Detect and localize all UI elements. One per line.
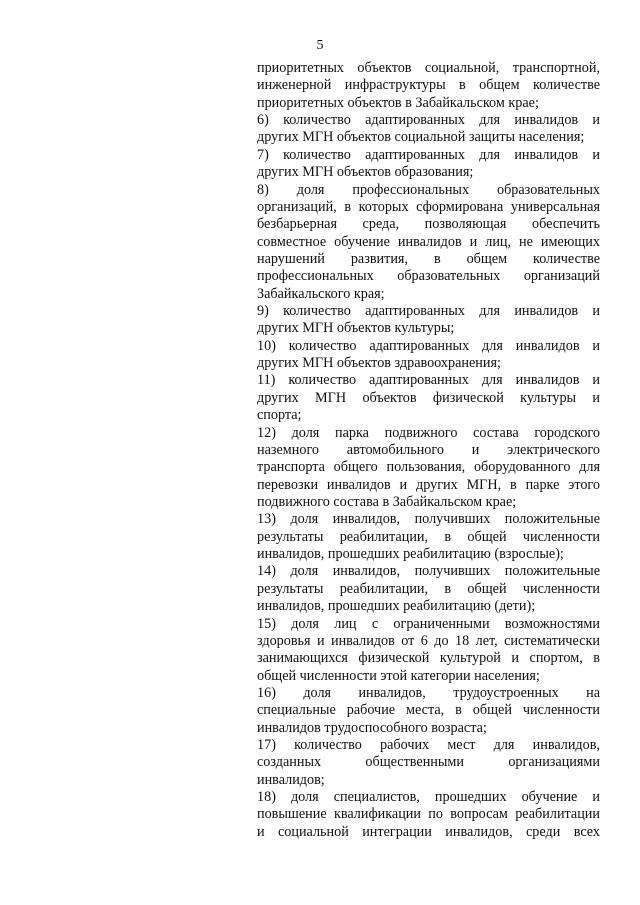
text-line: созданных общественными организациями: [257, 754, 600, 771]
text-line: 18) доля специалистов, прошедших обучение и: [257, 789, 600, 806]
text-line: результаты реабилитации, в общей численности: [257, 528, 600, 545]
text-line: инвалидов;: [257, 771, 325, 788]
text-line: совместное обучение инвалидов и лиц, не имеющих: [257, 233, 600, 250]
text-line: 9) количество адаптированных для инвалидов и: [257, 303, 600, 320]
text-line: специальные рабочие места, в общей численности: [257, 702, 600, 719]
text-line: 16) доля инвалидов, трудоустроенных на: [257, 684, 600, 701]
text-line: профессиональных образовательных организаций: [257, 268, 600, 285]
page-number: 5: [316, 38, 324, 53]
text-line: повышение квалификации по вопросам реабилитации: [257, 806, 600, 823]
text-line: других МГН объектов здравоохранения;: [257, 355, 501, 372]
text-line: 14) доля инвалидов, получивших положительные: [257, 563, 600, 580]
text-line: наземного автомобильного и электрического: [257, 441, 600, 458]
text-line: 11) количество адаптированных для инвалидов и: [257, 372, 600, 389]
text-line: занимающихся физической культурой и спортом, в: [257, 650, 600, 667]
text-line: безбарьерная среда, позволяющая обеспечить: [257, 216, 600, 233]
text-line: спорта;: [257, 407, 302, 424]
text-line: здоровья и инвалидов от 6 до 18 лет, систематически: [257, 632, 600, 649]
text-line: общей численности этой категории населения;: [257, 667, 540, 684]
text-line: 8) доля профессиональных образовательных: [257, 181, 600, 198]
text-line: приоритетных объектов социальной, транспортной,: [257, 60, 600, 76]
text-line: инженерной инфраструктуры в общем количестве: [257, 77, 600, 94]
text-line: других МГН объектов культуры;: [257, 320, 455, 337]
text-line: 15) доля лиц с ограниченными возможностями: [257, 615, 600, 632]
text-line: Забайкальского края;: [257, 285, 385, 302]
text-line: организаций, в которых сформирована универсальная: [257, 198, 600, 215]
text-line: инвалидов, прошедших реабилитацию (взрослые);: [257, 546, 564, 563]
text-line: 10) количество адаптированных для инвалидов и: [257, 337, 600, 354]
text-line: других МГН объектов физической культуры и: [257, 389, 600, 406]
text-line: приоритетных объектов в Забайкальском крае;: [257, 94, 539, 111]
text-line: перевозки инвалидов и других МГН, в парке этого: [257, 476, 600, 493]
text-line: других МГН объектов социальной защиты населения;: [257, 129, 585, 146]
text-line: инвалидов, прошедших реабилитацию (дети);: [257, 598, 536, 615]
text-line: инвалидов трудоспособного возраста;: [257, 719, 487, 736]
text-line: транспорта общего пользования, оборудованного для: [257, 459, 600, 476]
text-line: других МГН объектов образования;: [257, 164, 474, 181]
text-line: 6) количество адаптированных для инвалидов и: [257, 112, 600, 129]
text-column: [257, 60, 600, 841]
text-line: и социальной интеграции инвалидов, среди всех: [257, 823, 600, 840]
text-line: 7) количество адаптированных для инвалидов и: [257, 146, 600, 163]
text-line: результаты реабилитации, в общей численности: [257, 580, 600, 597]
text-line: нарушений развития, в общем количестве: [257, 250, 600, 267]
text-line: 12) доля парка подвижного состава городского: [257, 424, 600, 441]
text-line: подвижного состава в Забайкальском крае;: [257, 493, 517, 510]
text-line: 13) доля инвалидов, получивших положительные: [257, 511, 600, 528]
text-line: 17) количество рабочих мест для инвалидов,: [257, 737, 600, 754]
